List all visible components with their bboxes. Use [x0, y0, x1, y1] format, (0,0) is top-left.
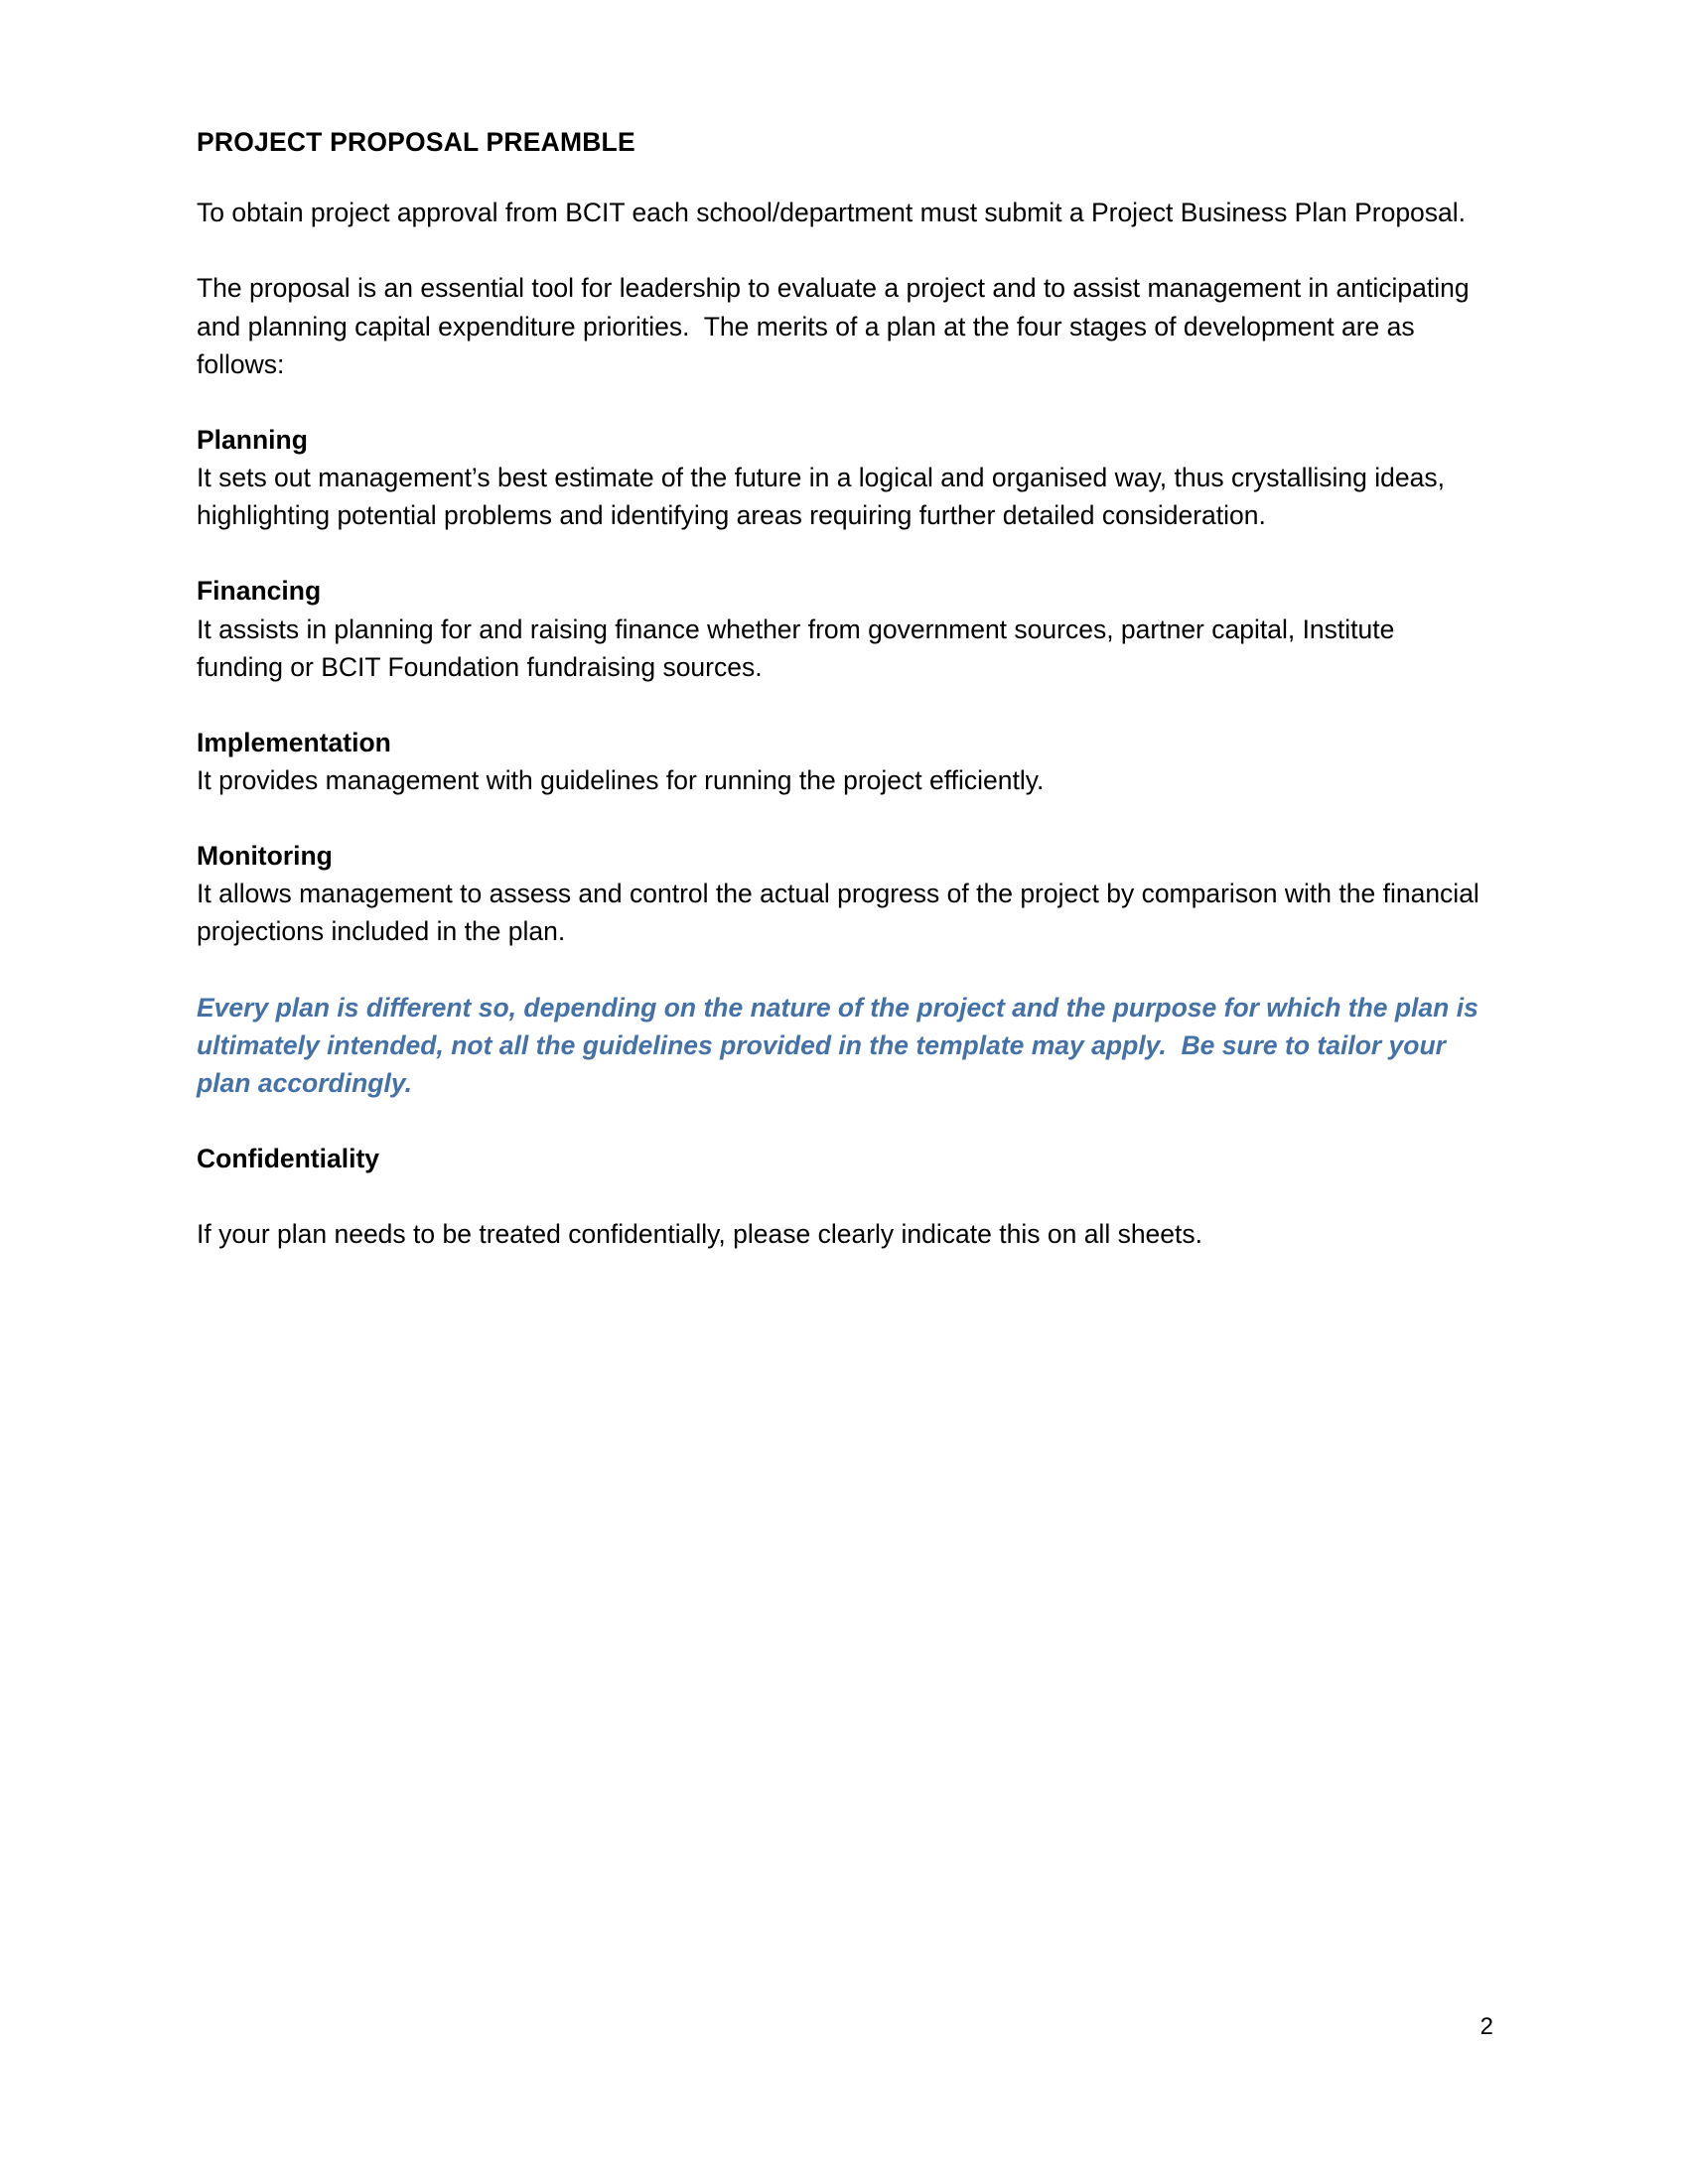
spacer [197, 534, 1482, 572]
section-heading-implementation: Implementation [197, 727, 391, 757]
section-body-planning: It sets out management’s best estimate of the future in a logical and organised way, thus crystallising ideas, highlighting potential problems and identifying areas requiring further detailed consideration. [197, 463, 1453, 531]
page-number: 2 [1479, 2013, 1493, 2040]
spacer [197, 383, 1482, 421]
section-heading-financing: Financing [197, 576, 322, 607]
page-title: PROJECT PROPOSAL PREAMBLE [197, 127, 635, 157]
tailoring-note: Every plan is different so, depending on the nature of the project and the purpose for which the plan is ultimately intended, not all the guidelines provided in the template may apply. Be sure to tailor your plan accordingly. [197, 992, 1486, 1098]
spacer [197, 686, 1482, 724]
section-body-financing: It assists in planning for and raising finance whether from government sources, partner capital, Institute funding or BCIT Foundation fundraising sources. [197, 614, 1402, 682]
spacer [197, 799, 1482, 837]
section-body-confidentiality: If your plan needs to be treated confidentially, please clearly indicate this on all sheets. [197, 1219, 1203, 1250]
section-heading-confidentiality: Confidentiality [197, 1144, 380, 1174]
document-body [197, 127, 1487, 1253]
intro-paragraph-1: To obtain project approval from BCIT each school/department must submit a Project Business Plan Proposal. [197, 198, 1467, 228]
spacer [197, 1102, 1482, 1140]
section-body-implementation: It provides management with guidelines for running the project efficiently. [197, 764, 1045, 795]
spacer [197, 231, 1482, 269]
section-body-monitoring: It allows management to assess and control the actual progress of the project by comparison with the financial projections included in the plan. [197, 879, 1487, 947]
section-heading-planning: Planning [197, 424, 308, 455]
section-heading-monitoring: Monitoring [197, 841, 333, 872]
spacer [197, 158, 1482, 194]
spacer [197, 951, 1482, 989]
intro-paragraph-2: The proposal is an essential tool for leadership to evaluate a project and to assist management in anticipating and planning capital expenditure priorities. The merits of a plan at the four stages of development are as follows: [197, 273, 1477, 379]
spacer [197, 1177, 1482, 1215]
